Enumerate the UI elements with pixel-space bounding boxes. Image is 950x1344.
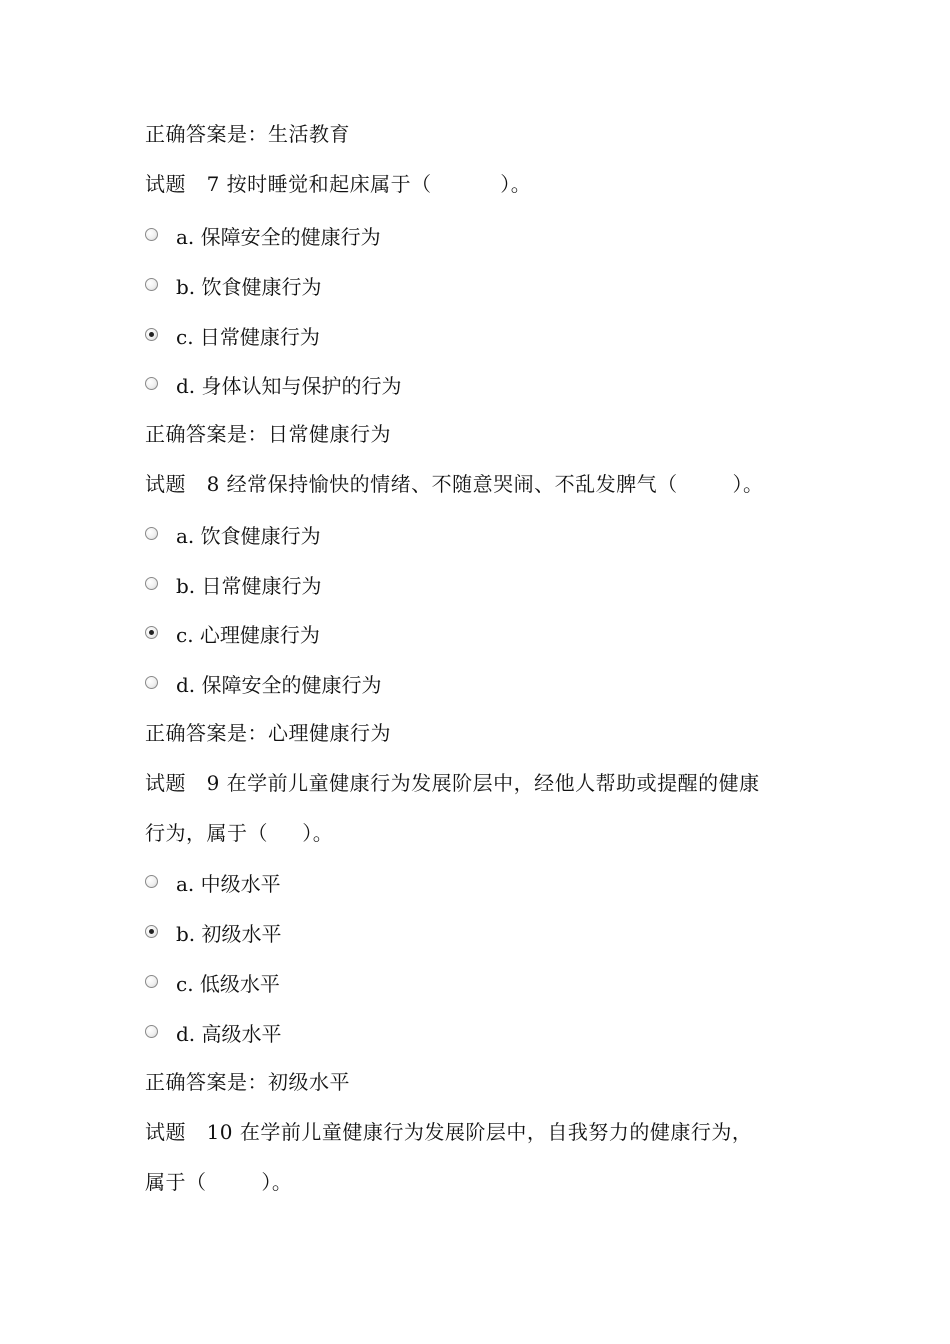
question-10-text-cont: 属于（ ）。 [145, 1170, 293, 1194]
radio-unchecked-icon[interactable] [145, 377, 158, 390]
radio-unchecked-icon[interactable] [145, 975, 158, 988]
option-label: a. 保障安全的健康行为 [176, 225, 381, 249]
question-10-text: 试题 10 在学前儿童健康行为发展阶层中，自我努力的健康行为， [145, 1120, 753, 1144]
option-8b[interactable] [145, 573, 322, 599]
question-9-text: 试题 9 在学前儿童健康行为发展阶层中，经他人帮助或提醒的健康 [145, 771, 760, 795]
option-8d[interactable] [145, 672, 382, 698]
option-label: d. 高级水平 [176, 1022, 282, 1046]
correct-answer-text: 正确答案是：初级水平 [145, 1070, 350, 1094]
correct-answer-text: 正确答案是：日常健康行为 [145, 422, 391, 446]
radio-unchecked-icon[interactable] [145, 1025, 158, 1038]
option-7c[interactable] [145, 324, 320, 350]
option-label: a. 中级水平 [176, 872, 281, 896]
question-8-text: 试题 8 经常保持愉快的情绪、不随意哭闹、不乱发脾气（ ）。 [145, 472, 764, 496]
option-label: a. 饮食健康行为 [176, 524, 321, 548]
radio-checked-icon[interactable] [145, 626, 158, 639]
option-label: d. 身体认知与保护的行为 [176, 374, 402, 398]
radio-checked-icon[interactable] [145, 328, 158, 341]
option-7a[interactable] [145, 224, 381, 250]
option-9a[interactable] [145, 871, 281, 897]
option-7b[interactable] [145, 274, 322, 300]
correct-answer-text: 正确答案是：生活教育 [145, 122, 350, 146]
radio-checked-icon[interactable] [145, 925, 158, 938]
option-9c[interactable] [145, 971, 280, 997]
question-9-text-cont: 行为，属于（ ）。 [145, 821, 334, 845]
option-9b[interactable] [145, 921, 282, 947]
option-7d[interactable] [145, 373, 402, 399]
option-label: c. 日常健康行为 [176, 325, 320, 349]
radio-unchecked-icon[interactable] [145, 278, 158, 291]
radio-unchecked-icon[interactable] [145, 527, 158, 540]
option-8a[interactable] [145, 523, 321, 549]
radio-unchecked-icon[interactable] [145, 875, 158, 888]
option-label: b. 饮食健康行为 [176, 275, 322, 299]
radio-unchecked-icon[interactable] [145, 676, 158, 689]
question-7-text: 试题 7 按时睡觉和起床属于（ ）。 [145, 172, 532, 196]
radio-unchecked-icon[interactable] [145, 228, 158, 241]
option-label: c. 低级水平 [176, 972, 280, 996]
option-label: d. 保障安全的健康行为 [176, 673, 382, 697]
option-label: b. 初级水平 [176, 922, 282, 946]
option-label: c. 心理健康行为 [176, 623, 320, 647]
option-8c[interactable] [145, 622, 320, 648]
radio-unchecked-icon[interactable] [145, 577, 158, 590]
option-9d[interactable] [145, 1021, 282, 1047]
correct-answer-text: 正确答案是：心理健康行为 [145, 721, 391, 745]
option-label: b. 日常健康行为 [176, 574, 322, 598]
